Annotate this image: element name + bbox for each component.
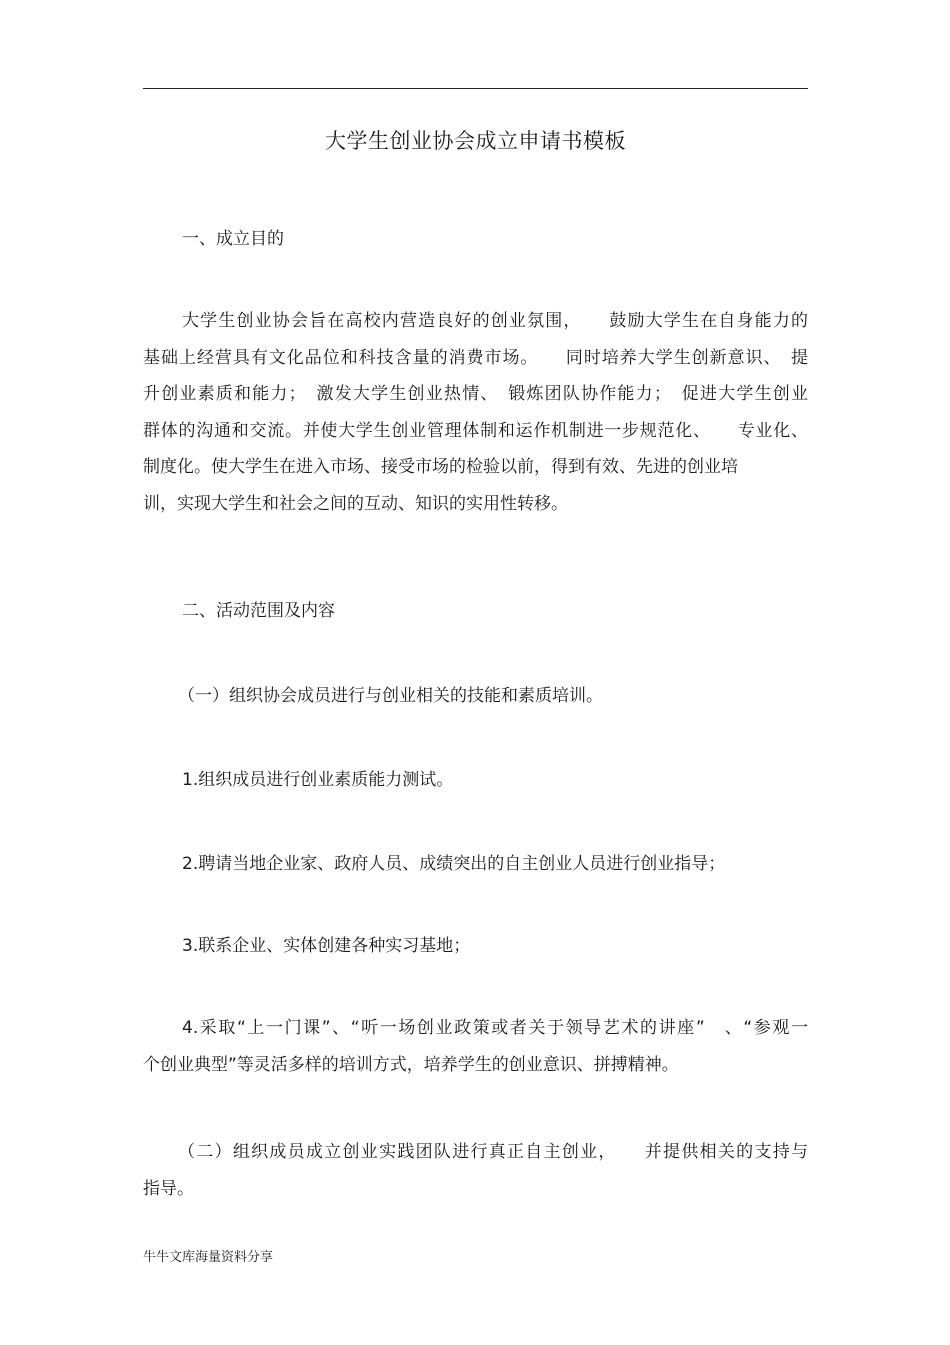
paragraph-line: 基础上经营具有文化品位和科技含量的消费市场。 同时培养大学生创新意识、 提 <box>143 347 808 368</box>
paragraph-line: 群体的沟通和交流。并使大学生创业管理体制和运作机制进一步规范化、 专业化、 <box>143 420 808 441</box>
page-footer: 牛牛文库海量资料分享 <box>143 1250 274 1265</box>
subsection-heading-training: （一）组织协会成员进行与创业相关的技能和素质培训。 <box>178 686 603 706</box>
paragraph-line: （二）组织成员成立创业实践团队进行真正自主创业， 并提供相关的支持与 <box>178 1142 808 1162</box>
paragraph-line: 指导。 <box>143 1178 194 1199</box>
paragraph-line: 大学生创业协会旨在高校内营造良好的创业氛围， 鼓励大学生在自身能力的 <box>182 311 808 331</box>
list-item: 1.组织成员进行创业素质能力测试。 <box>182 770 454 790</box>
section-heading-purpose: 一、成立目的 <box>182 229 284 249</box>
list-item <box>143 1010 808 1083</box>
paragraph-line: 升创业素质和能力； 激发大学生创业热情、 锻炼团队协作能力； 促进大学生创业 <box>143 384 808 404</box>
paragraph-line: 个创业典型”等灵活多样的培训方式，培养学生的创业意识、拼搏精神。 <box>143 1054 679 1075</box>
purpose-paragraph <box>143 303 808 522</box>
paragraph-line: 训，实现大学生和社会之间的互动、知识的实用性转移。 <box>143 493 568 514</box>
list-item: 2.聘请当地企业家、政府人员、成绩突出的自主创业人员进行创业指导； <box>182 854 726 874</box>
paragraph-line: 制度化。使大学生在进入市场、接受市场的检验以前，得到有效、先进的创业培 <box>143 457 738 477</box>
section-heading-scope: 二、活动范围及内容 <box>182 601 335 621</box>
paragraph-line: 4.采取“上一门课”、“听一场创业政策或者关于领导艺术的讲座” 、“参观一 <box>182 1018 808 1038</box>
header-rule <box>143 88 808 89</box>
list-item: 3.联系企业、实体创建各种实习基地； <box>182 936 471 956</box>
document-title: 大学生创业协会成立申请书模板 <box>325 129 626 153</box>
subsection-practice <box>143 1134 808 1207</box>
